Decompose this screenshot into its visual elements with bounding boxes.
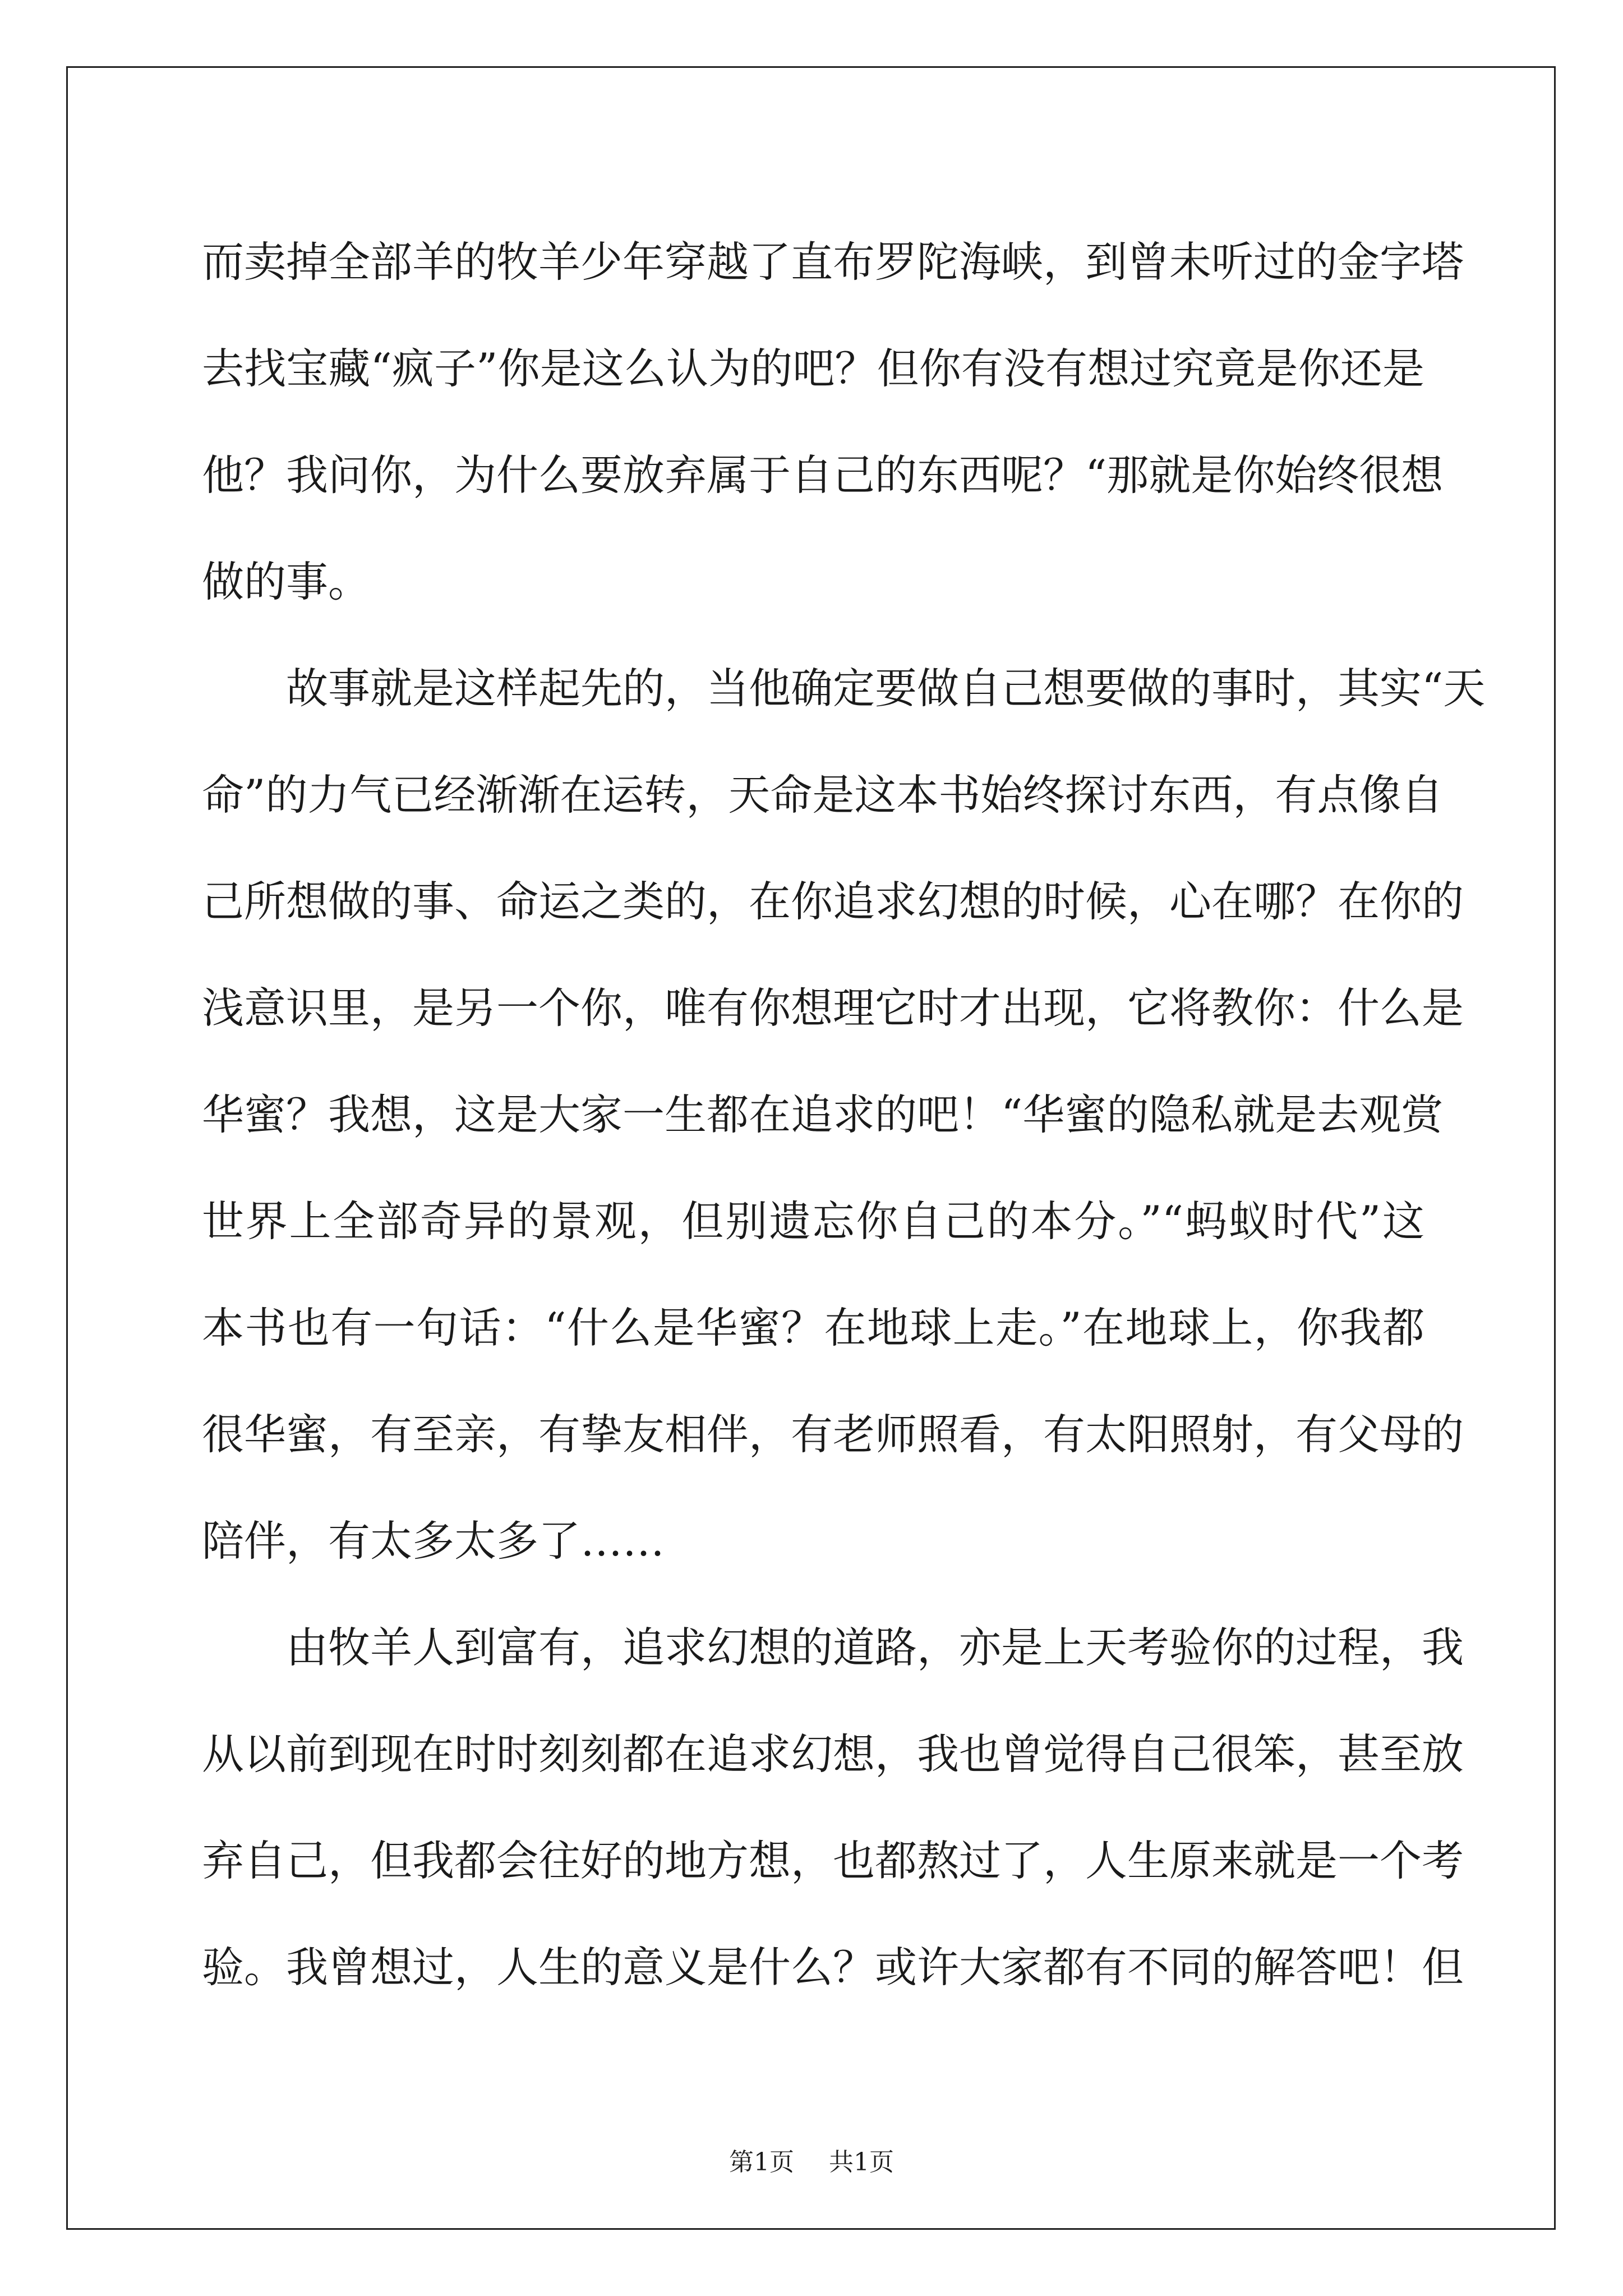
text-line: 做的事。 — [202, 557, 371, 606]
text-line: 他？我问你，为什么要放弃属于自己的东西呢？“那就是你始终很想 — [202, 450, 1444, 500]
text-line: 去找宝藏“疯子”你是这么认为的吧？但你有没有想过究竟是你还是 — [202, 344, 1424, 393]
text-line: 验。我曾想过，人生的意义是什么？或许大家都有不同的解答吧！但 — [202, 1943, 1464, 1992]
text-line: 本书也有一句话：“什么是华蜜？在地球上走。”在地球上，你我都 — [202, 1303, 1424, 1352]
document-body — [202, 209, 1486, 2021]
page-total: 共1页 — [829, 2148, 894, 2177]
text-line: 很华蜜，有至亲，有挚友相伴，有老师照看，有太阳照射，有父母的 — [202, 1410, 1464, 1459]
page-number: 第1页 — [729, 2148, 794, 2177]
paragraph — [202, 1594, 1464, 2021]
paragraph — [202, 209, 1464, 635]
paragraph — [202, 635, 1486, 1594]
text-line: 从以前到现在时时刻刻都在追求幻想，我也曾觉得自己很笨，甚至放 — [202, 1729, 1464, 1779]
page-footer — [0, 2142, 1623, 2178]
text-line: 华蜜？我想，这是大家一生都在追求的吧！“华蜜的隐私就是去观赏 — [202, 1090, 1444, 1139]
text-line: 浅意识里，是另一个你，唯有你想理它时才出现，它将教你：什么是 — [202, 983, 1464, 1033]
text-line: 由牧羊人到富有，追求幻想的道路，亦是上天考验你的过程，我 — [286, 1623, 1464, 1672]
text-line: 命”的力气已经渐渐在运转，天命是这本书始终探讨东西，有点像自 — [202, 770, 1444, 820]
text-line: 而卖掉全部羊的牧羊少年穿越了直布罗陀海峡，到曾未听过的金字塔 — [202, 237, 1464, 287]
text-line: 己所想做的事、命运之类的，在你追求幻想的时候，心在哪？在你的 — [202, 877, 1464, 926]
text-line: 故事就是这样起先的，当他确定要做自己想要做的事时，其实“天 — [286, 664, 1486, 713]
text-line: 世界上全部奇异的景观，但别遗忘你自己的本分。”“蚂蚁时代”这 — [202, 1197, 1424, 1246]
text-line: 陪伴，有太多太多了…… — [202, 1516, 665, 1566]
text-line: 弃自己，但我都会往好的地方想，也都熬过了，人生原来就是一个考 — [202, 1836, 1464, 1885]
